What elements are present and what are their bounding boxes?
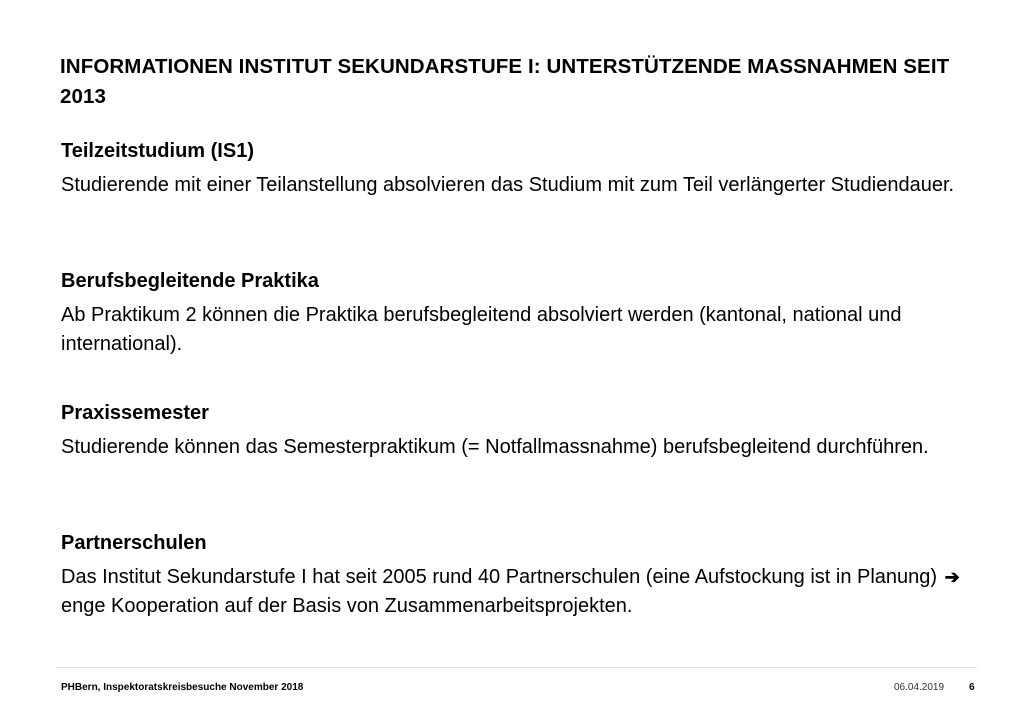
section-text: Studierende können das Semesterpraktikum (= Notfallmassnahme) berufsbegleitend durchführen. xyxy=(61,436,929,458)
section-text-before-arrow: Das Institut Sekundarstufe I hat seit 2005 rund 40 Partnerschulen (eine Aufstockung ist in Planung) xyxy=(61,566,938,588)
section-text: Studierende mit einer Teilanstellung absolvieren das Studium mit zum Teil verlängerter Studiendauer. xyxy=(61,174,955,196)
slide-title: INFORMATIONEN INSTITUT SEKUNDARSTUFE I: UNTERSTÜTZENDE MASSNAHMEN SEIT 2013 xyxy=(60,55,950,108)
section-text xyxy=(61,563,991,621)
footer-source: PHBern, Inspektoratskreisbesuche November 2018 xyxy=(61,682,304,693)
section-text-after-arrow: enge Kooperation auf der Basis von Zusammenarbeitsprojekten. xyxy=(61,595,633,617)
section-teilzeitstudium xyxy=(61,136,954,200)
section-heading: Praxissemester xyxy=(61,402,209,424)
section-heading: Berufsbegleitende Praktika xyxy=(61,270,319,292)
section-berufsbegleitende-praktika xyxy=(61,266,991,359)
section-heading: Partnerschulen xyxy=(61,532,207,554)
section-partnerschulen xyxy=(61,528,991,621)
page-number: 6 xyxy=(969,682,975,693)
section-heading: Teilzeitstudium (IS1) xyxy=(61,140,254,162)
section-praxissemester xyxy=(61,398,929,462)
arrow-right-icon: ➔ xyxy=(944,567,960,587)
footer-divider xyxy=(56,667,977,668)
footer-date: 06.04.2019 xyxy=(894,682,945,693)
section-text: Ab Praktikum 2 können die Praktika berufsbegleitend absolviert werden (kantonal, national und international). xyxy=(61,304,902,355)
